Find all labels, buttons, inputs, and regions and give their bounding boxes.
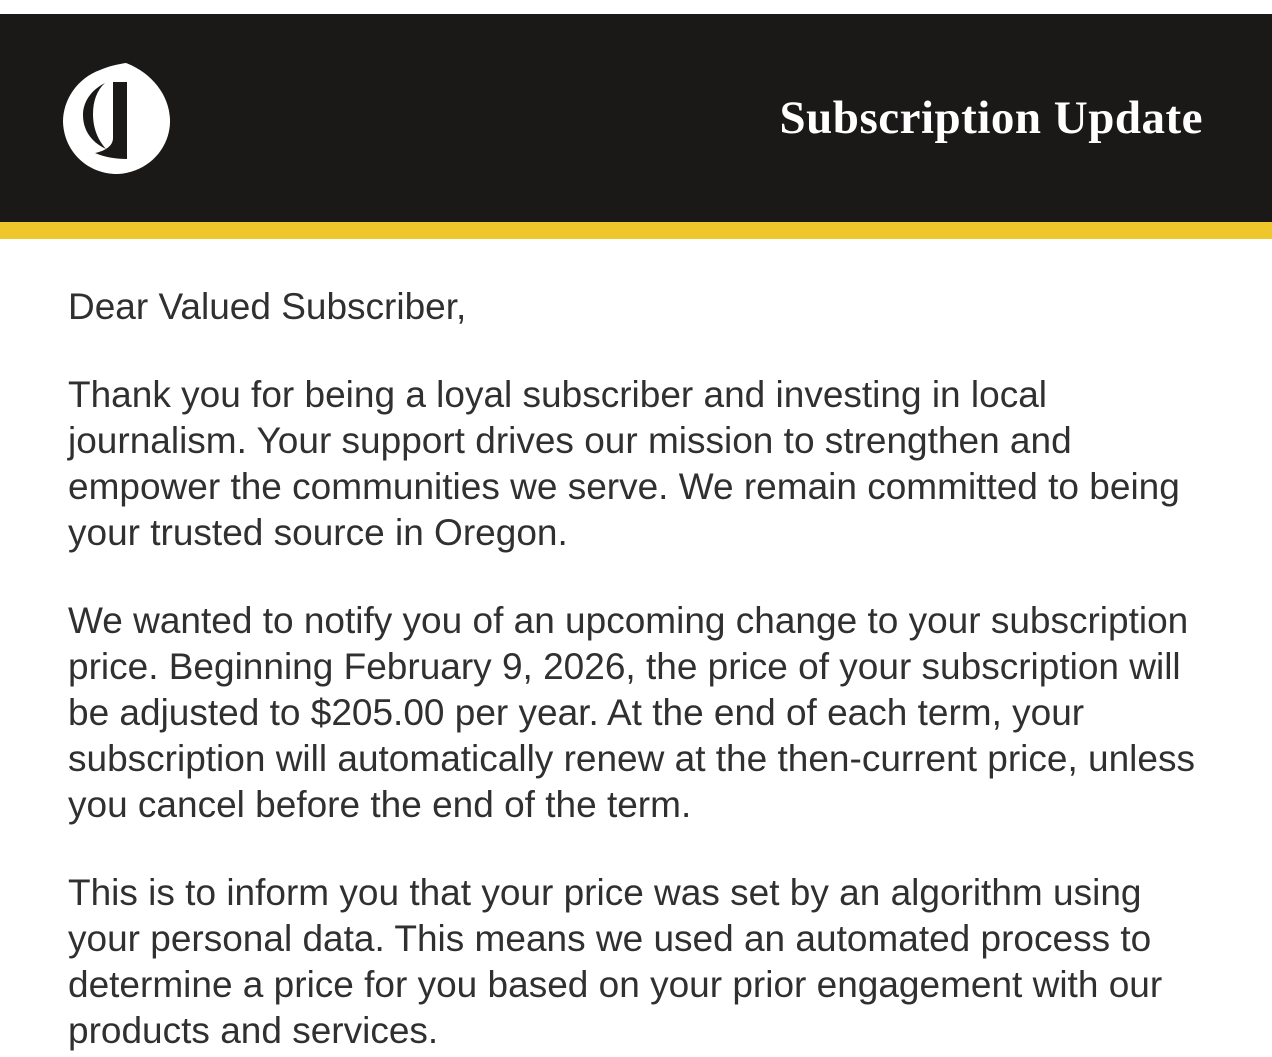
email-body (0, 239, 1272, 1054)
gold-accent-bar (0, 222, 1272, 239)
top-margin-strip (0, 0, 1272, 14)
paragraph-thank-you: Thank you for being a loyal subscriber and investing in local journalism. Your support drives our mission to strengthen and empower the communities we serve. We remain committed to being your trusted source in Oregon. (68, 374, 1180, 553)
header-title: Subscription Update (779, 92, 1203, 144)
oregonian-o-logo-icon (63, 62, 170, 174)
paragraph-algorithm-disclosure: This is to inform you that your price was set by an algorithm using your personal data. This means we used an automated process to determine a price for you based on your prior engagement with our products and services. (68, 872, 1163, 1051)
paragraph-price-change: We wanted to notify you of an upcoming change to your subscription price. Beginning February 9, 2026, the price of your subscription will be adjusted to $205.00 per year. At the end of each term, your subscription will automatically renew at the then-current price, unless you cancel before the end of the term. (68, 600, 1195, 825)
email-masthead (0, 14, 1272, 222)
salutation: Dear Valued Subscriber, (68, 286, 467, 327)
